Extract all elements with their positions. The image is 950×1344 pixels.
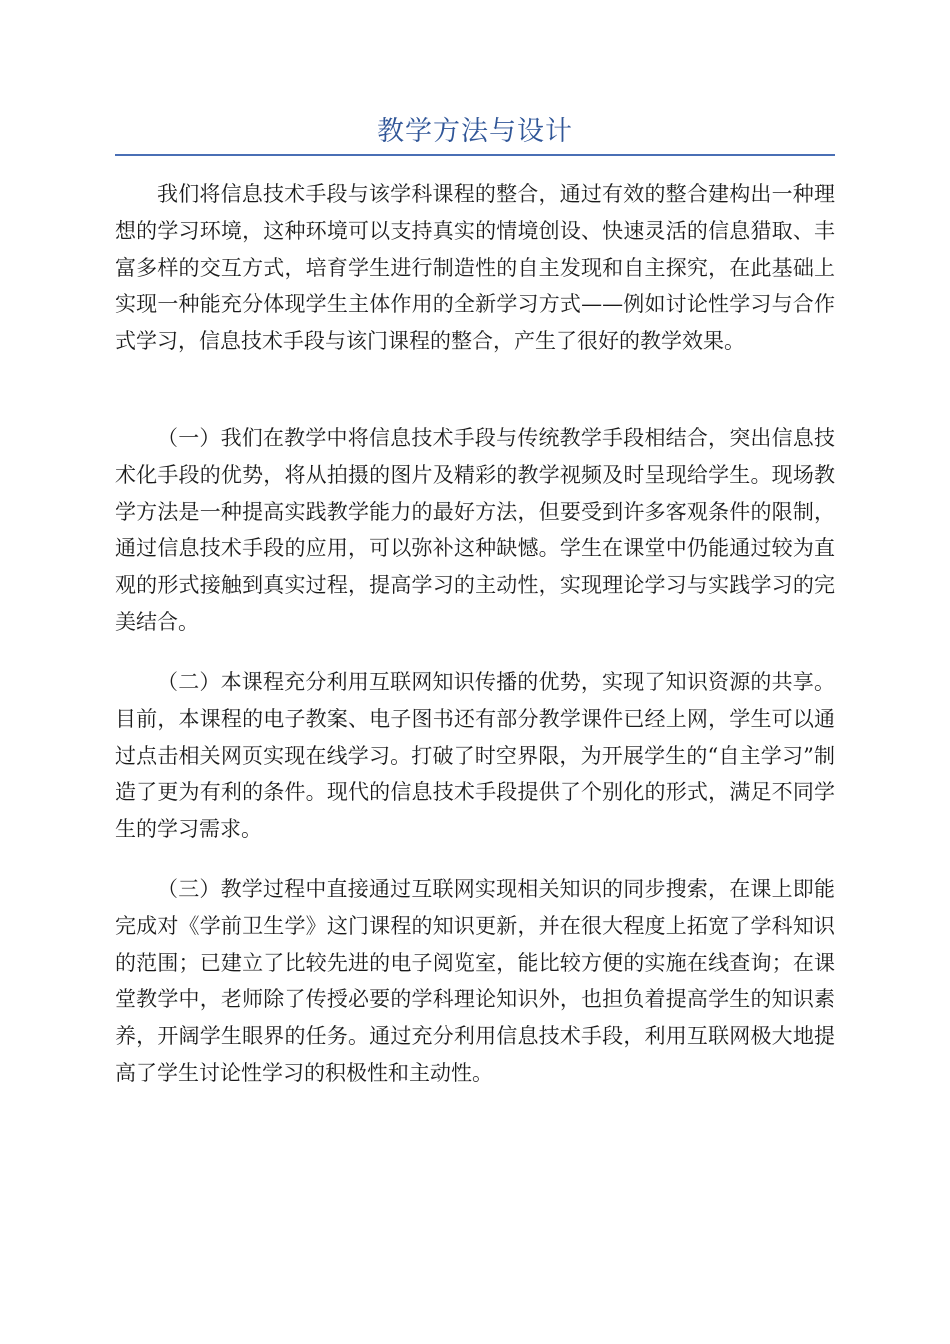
body-paragraph-2: （二）本课程充分利用互联网知识传播的优势，实现了知识资源的共享。目前，本课程的电子教案、电子图书还有部分教学课件已经上网，学生可以通过点击相关网页实现在线学习。打破了时空界限，为开展学生的“自主学习”制造了更为有利的条件。现代的信息技术手段提供了个别化的形式，满足不同学生的学习需求。 xyxy=(115,670,835,842)
body-paragraph-1: （一）我们在教学中将信息技术手段与传统教学手段相结合，突出信息技术化手段的优势，将从拍摄的图片及精彩的教学视频及时呈现给学生。现场教学方法是一种提高实践教学能力的最好方法，但要受到许多客观条件的限制，通过信息技术手段的应用，可以弥补这种缺憾。学生在课堂中仍能通过较为直观的形式接触到真实过程，提高学习的主动性，实现理论学习与实践学习的完美结合。 xyxy=(115,426,835,634)
document-title: 教学方法与设计 xyxy=(377,116,573,147)
title-underline xyxy=(115,154,835,156)
body-paragraph-3: （三）教学过程中直接通过互联网实现相关知识的同步搜索，在课上即能完成对《学前卫生学》这门课程的知识更新，并在很大程度上拓宽了学科知识的范围；已建立了比较先进的电子阅览室，能比较方便的实施在线查询；在课堂教学中，老师除了传授必要的学科理论知识外，也担负着提高学生的知识素养，开阔学生眼界的任务。通过充分利用信息技术手段，利用互联网极大地提高了学生讨论性学习的积极性和主动性。 xyxy=(115,877,835,1085)
body-paragraph-intro: 我们将信息技术手段与该学科课程的整合，通过有效的整合建构出一种理想的学习环境，这种环境可以支持真实的情境创设、快速灵活的信息猎取、丰富多样的交互方式，培育学生进行制造性的自主发现和自主探究，在此基础上实现一种能充分体现学生主体作用的全新学习方式——例如讨论性学习与合作式学习，信息技术手段与该门课程的整合，产生了很好的教学效果。 xyxy=(115,182,835,354)
